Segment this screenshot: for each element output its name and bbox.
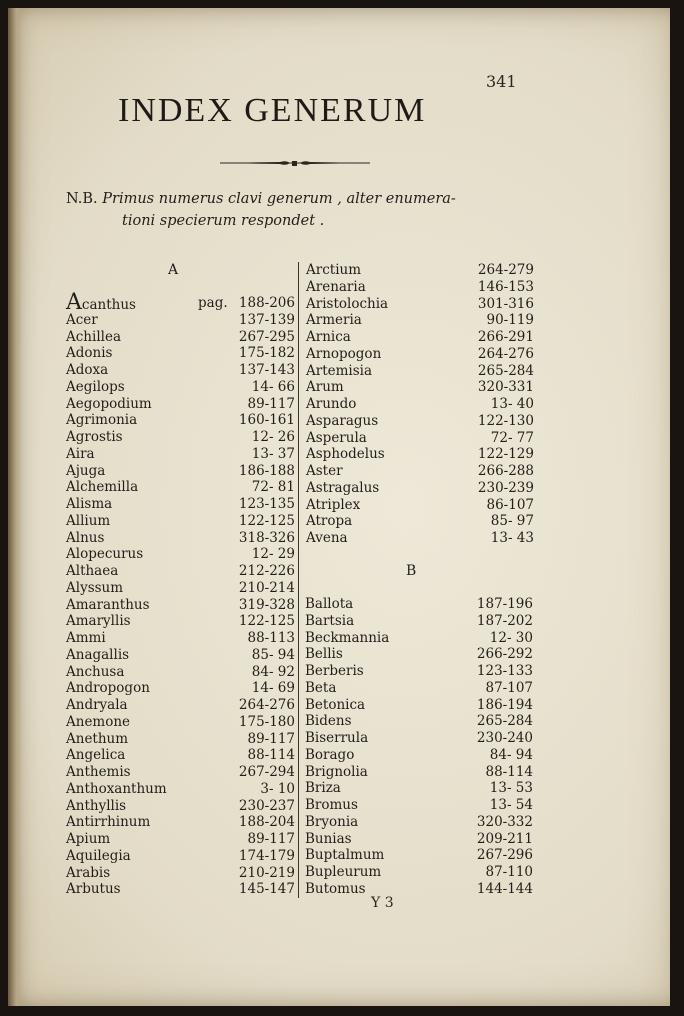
- index-entry: [305, 663, 533, 680]
- index-entry: [305, 613, 533, 630]
- page-range: 145-147: [238, 881, 295, 898]
- page-range: 3- 10: [260, 780, 295, 797]
- page-range: 264-276: [477, 345, 534, 362]
- genus-name: Brignolia: [305, 763, 368, 780]
- genus-name: Beta: [305, 679, 337, 696]
- index-entry: [305, 747, 533, 764]
- signature-mark: Y 3: [371, 895, 394, 911]
- page-range: 146-153: [477, 278, 534, 295]
- page-range: 188-206: [238, 295, 295, 311]
- genus-name: Bupleurum: [305, 864, 382, 880]
- genus-name: Arnica: [306, 329, 351, 345]
- page-range: 186-194: [476, 696, 533, 713]
- page-range: 188-204: [238, 814, 295, 831]
- note-line-2: tioni specierum respondet .: [122, 213, 325, 229]
- page-range: 84- 94: [489, 746, 533, 763]
- index-entry: [66, 697, 295, 714]
- genus-name: Anchusa: [66, 663, 125, 680]
- page-range: 267-295: [238, 328, 295, 345]
- genus-name: Arabis: [66, 864, 111, 881]
- index-entry: [66, 563, 295, 580]
- index-entry: [306, 329, 534, 346]
- genus-name: Alchemilla: [66, 479, 139, 496]
- index-entry: [306, 430, 534, 447]
- page-range: 318-326: [238, 529, 295, 546]
- page-range: 175-182: [238, 345, 295, 362]
- index-entry: [305, 881, 533, 898]
- page-range: 122-125: [238, 512, 295, 529]
- genus-name: Aristolochia: [306, 295, 389, 312]
- index-entry: [306, 346, 534, 363]
- genus-name: Aegilops: [66, 378, 125, 395]
- page-range: 89-117: [247, 831, 295, 847]
- genus-name: Anagallis: [66, 646, 130, 663]
- genus-name: Alopecurus: [66, 546, 144, 563]
- index-entry: [66, 831, 295, 848]
- genus-name: Anthoxanthum: [66, 780, 167, 797]
- genus-name: Atriplex: [306, 496, 361, 513]
- index-entry: [305, 831, 533, 848]
- page-range: 212-226: [238, 563, 295, 579]
- page-range: 210-219: [238, 864, 295, 881]
- page-range: 84- 92: [251, 663, 295, 680]
- page-range: 85- 94: [251, 646, 295, 663]
- page-range: 230-237: [238, 797, 295, 814]
- genus-name: Ballota: [305, 596, 354, 612]
- index-entry: [66, 865, 295, 882]
- genus-name: Arundo: [306, 396, 357, 412]
- index-entry: [305, 847, 533, 864]
- genus-name: Alnus: [66, 529, 105, 546]
- section-letter-a: A: [168, 262, 179, 278]
- title-ornament-rule: [220, 158, 370, 168]
- genus-name: Briza: [305, 780, 341, 797]
- index-entry: [305, 630, 533, 647]
- genus-name: Allium: [66, 512, 111, 529]
- page-range: 320-331: [477, 379, 534, 396]
- index-entry: [66, 630, 295, 647]
- page-range: 144-144: [476, 880, 533, 897]
- genus-name: Achillea: [66, 328, 121, 345]
- page-range: 186-188: [238, 462, 295, 479]
- page-range: 87-107: [485, 679, 533, 696]
- note-line-1: Primus numerus clavi generum , alter enumera-: [102, 191, 456, 207]
- page-range: 89-117: [247, 730, 295, 747]
- index-entry: [306, 262, 534, 279]
- genus-name: Ammi: [66, 630, 106, 646]
- genus-name: Asparagus: [306, 412, 379, 429]
- genus-name: Bartsia: [305, 612, 355, 629]
- index-entry: [66, 881, 295, 898]
- page-range: 267-294: [238, 764, 295, 780]
- index-entry: [305, 646, 533, 663]
- genus-name: Arum: [306, 379, 344, 396]
- genus-name: Bromus: [305, 797, 358, 813]
- index-entry: [305, 697, 533, 714]
- genus-name: Armeria: [306, 312, 362, 329]
- genus-name: Asphodelus: [306, 446, 385, 463]
- page-range: 87-110: [485, 864, 533, 880]
- index-entry: [306, 446, 534, 463]
- genus-name: Arnopogon: [306, 345, 382, 362]
- page-range: 319-328: [238, 596, 295, 613]
- page-range: 86-107: [486, 496, 534, 513]
- index-entry: [305, 713, 533, 730]
- index-entry: [305, 680, 533, 697]
- page-range: 13- 40: [490, 396, 534, 412]
- page-range: 12- 30: [489, 629, 533, 646]
- genus-name: Butomus: [305, 880, 366, 897]
- page-range: 88-114: [247, 747, 295, 764]
- page-range: 267-296: [476, 847, 533, 864]
- genus-name: Astragalus: [306, 479, 380, 496]
- page-abbreviation: pag.: [198, 295, 228, 311]
- page-range: 14- 66: [251, 378, 295, 395]
- page-range: 266-288: [477, 463, 534, 479]
- index-entry: [66, 680, 295, 697]
- genus-name: Alyssum: [66, 579, 124, 596]
- index-entry: [66, 496, 295, 513]
- genus-list-left: [66, 290, 295, 898]
- genus-list-right-b: [305, 596, 533, 898]
- index-entry: [66, 798, 295, 815]
- index-entry: [306, 530, 534, 547]
- index-entry: [66, 597, 295, 614]
- genus-name: Atropa: [306, 513, 353, 530]
- index-entry: [66, 513, 295, 530]
- page-range: 123-133: [476, 663, 533, 679]
- page-title: INDEX GENERUM: [118, 92, 427, 129]
- page-range: 122-129: [477, 446, 534, 463]
- index-entry: [66, 848, 295, 865]
- index-entry: [66, 714, 295, 731]
- index-entry: [305, 797, 533, 814]
- genus-name: Arctium: [306, 262, 362, 278]
- page-range: 13- 53: [489, 780, 533, 797]
- genus-name: Arenaria: [306, 278, 366, 295]
- genus-name: Arbutus: [66, 881, 121, 898]
- page-range: 230-239: [477, 479, 534, 496]
- index-entry: [305, 780, 533, 797]
- genus-name: Borago: [305, 746, 355, 763]
- page-range: 72- 81: [251, 479, 295, 496]
- index-entry: [66, 580, 295, 597]
- index-entry: [66, 546, 295, 563]
- index-entry: [66, 329, 295, 346]
- genus-name: Asperula: [306, 429, 367, 446]
- genus-name: Agrimonia: [66, 412, 138, 429]
- index-entry: [66, 463, 295, 480]
- genus-name: Apium: [66, 831, 111, 847]
- page-range: 12- 26: [251, 429, 295, 445]
- page-range: 187-196: [476, 596, 533, 612]
- genus-name: Biserrula: [305, 730, 369, 746]
- page-range: 209-211: [476, 830, 533, 847]
- page-range: 320-332: [476, 813, 533, 830]
- genus-name: Artemisia: [306, 362, 373, 379]
- index-entry: [305, 730, 533, 747]
- page-range: 210-214: [238, 579, 295, 596]
- index-entry: [305, 864, 533, 881]
- page-range: 12- 29: [251, 546, 295, 563]
- page-range: 88-114: [485, 763, 533, 780]
- page-range: 160-161: [238, 412, 295, 429]
- genus-name: Althaea: [66, 563, 119, 579]
- page-range: 301-316: [477, 295, 534, 312]
- genus-name: Avena: [306, 530, 348, 546]
- page-range: 264-279: [477, 262, 534, 278]
- index-entry: [66, 412, 295, 429]
- genus-name: Andropogon: [66, 680, 150, 697]
- page-range: 265-284: [476, 713, 533, 730]
- index-entry: [66, 530, 295, 547]
- index-entry: [306, 497, 534, 514]
- column-divider: [298, 262, 299, 898]
- page-range: 13- 43: [490, 530, 534, 546]
- page-range: 85- 97: [490, 513, 534, 530]
- index-entry: [66, 396, 295, 413]
- page-range: 187-202: [476, 612, 533, 629]
- genus-name: Anthyllis: [66, 797, 127, 814]
- genus-name: Aegopodium: [66, 395, 152, 412]
- page-range: 14- 69: [251, 680, 295, 697]
- book-page: [8, 8, 670, 1006]
- index-entry: [66, 446, 295, 463]
- index-entry: [66, 362, 295, 379]
- genus-name: Acanthus: [66, 290, 136, 315]
- page-range: 265-284: [477, 362, 534, 379]
- genus-name: Aster: [306, 463, 343, 479]
- index-entry: [66, 647, 295, 664]
- index-entry: [306, 396, 534, 413]
- genus-name: Beckmannia: [305, 629, 390, 646]
- index-entry: [66, 731, 295, 748]
- genus-name: Betonica: [305, 696, 366, 713]
- index-entry: [305, 814, 533, 831]
- index-entry: [306, 279, 534, 296]
- genus-name: Bidens: [305, 713, 352, 730]
- index-entry: [306, 463, 534, 480]
- genus-name: Alisma: [66, 496, 113, 512]
- index-entry: [306, 312, 534, 329]
- index-entry: [306, 379, 534, 396]
- index-entry: [66, 345, 295, 362]
- genus-name: Buptalmum: [305, 847, 385, 864]
- page-gutter: [8, 8, 22, 1006]
- genus-name: Amaranthus: [66, 596, 150, 613]
- genus-list-right-a: [306, 262, 534, 547]
- genus-name: Aquilegia: [66, 847, 131, 864]
- genus-name: Aira: [66, 445, 95, 462]
- index-entry: [66, 664, 295, 681]
- page-range: 90-119: [486, 312, 534, 329]
- index-entry: [66, 814, 295, 831]
- genus-name: Anthemis: [66, 764, 131, 780]
- genus-name: Ajuga: [66, 462, 106, 479]
- index-entry: [66, 312, 295, 329]
- genus-name: Angelica: [66, 747, 126, 764]
- note-nb: N.B.: [66, 191, 98, 207]
- genus-name: Bunias: [305, 830, 352, 847]
- genus-name: Amaryllis: [66, 613, 131, 630]
- index-entry: [306, 480, 534, 497]
- page-range: 122-130: [477, 412, 534, 429]
- index-entry: [306, 363, 534, 380]
- index-entry: [305, 764, 533, 781]
- page-range: 123-135: [238, 496, 295, 512]
- genus-name: Adoxa: [66, 362, 109, 378]
- genus-name: Agrostis: [66, 429, 123, 445]
- page-range: 175-180: [238, 713, 295, 730]
- index-entry: [66, 290, 295, 315]
- genus-name: Anethum: [66, 730, 129, 747]
- genus-name: Bryonia: [305, 813, 359, 830]
- index-entry: [66, 613, 295, 630]
- page-range: 137-139: [238, 311, 295, 328]
- genus-name: Anemone: [66, 713, 131, 730]
- page-range: 13- 37: [251, 445, 295, 462]
- index-entry: [306, 296, 534, 313]
- genus-name: Andryala: [66, 697, 128, 713]
- index-entry: [66, 764, 295, 781]
- genus-name: Acer: [66, 311, 98, 328]
- index-entry: [305, 596, 533, 613]
- page-range: 122-125: [238, 613, 295, 630]
- page-number: 341: [486, 72, 517, 91]
- genus-name: Bellis: [305, 646, 343, 663]
- index-entry: [66, 747, 295, 764]
- genus-name: Berberis: [305, 663, 364, 679]
- page-range: 13- 54: [489, 797, 533, 813]
- genus-name: Antirrhinum: [66, 814, 151, 831]
- index-entry: [66, 379, 295, 396]
- genus-name: Adonis: [66, 345, 113, 362]
- index-entry: [66, 429, 295, 446]
- page-range: 137-143: [238, 362, 295, 378]
- page-range: 72- 77: [490, 429, 534, 446]
- page-range: 266-292: [476, 646, 533, 663]
- page-range: 264-276: [238, 697, 295, 713]
- index-entry: [306, 513, 534, 530]
- index-entry: [66, 781, 295, 798]
- page-range: 266-291: [477, 329, 534, 345]
- page-range: 174-179: [238, 847, 295, 864]
- index-entry: [306, 413, 534, 430]
- page-range: 230-240: [476, 730, 533, 746]
- index-entry: [66, 479, 295, 496]
- page-range: 88-113: [247, 630, 295, 646]
- page-range: 89-117: [247, 395, 295, 412]
- section-letter-b: B: [406, 563, 417, 579]
- index-note: [66, 188, 556, 232]
